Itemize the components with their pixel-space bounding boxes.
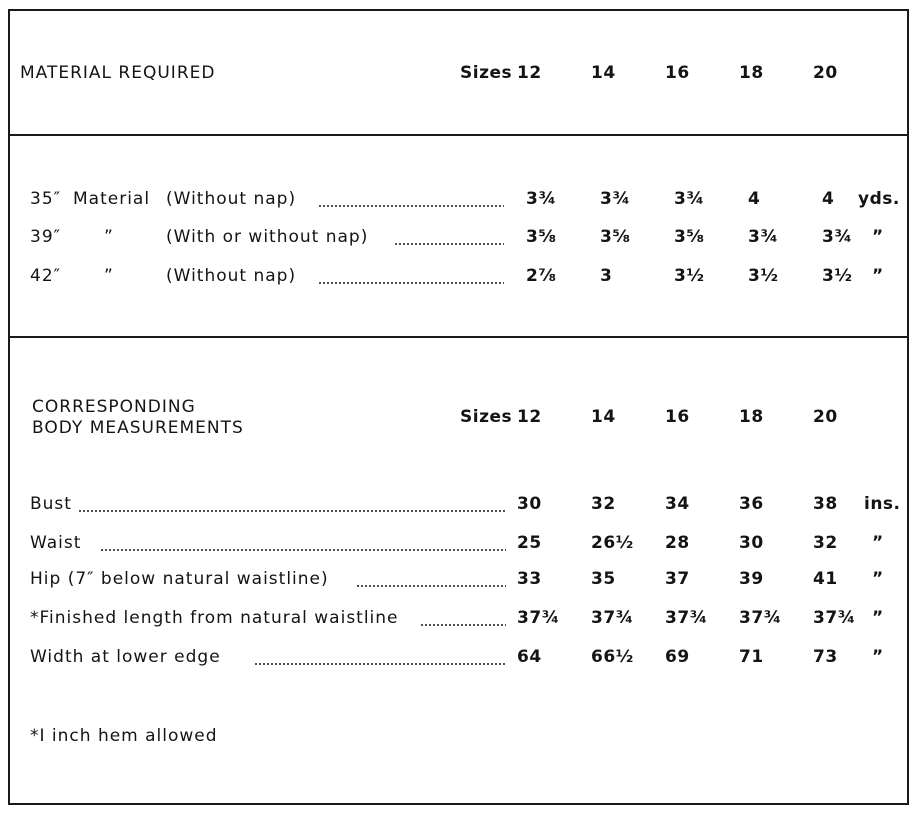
value-cell: 3½ (674, 266, 705, 286)
body-size-header: 16 (665, 407, 690, 427)
value-cell: 4 (748, 189, 761, 209)
leader-dots (420, 624, 506, 626)
value-cell: 32 (591, 494, 616, 514)
unit-cell: ” (872, 608, 884, 628)
material-size-header: 14 (591, 63, 616, 83)
body-size-header: 20 (813, 407, 838, 427)
value-cell: 73 (813, 647, 838, 667)
value-cell: 30 (739, 533, 764, 553)
measurement-label: Width at lower edge (30, 647, 221, 667)
value-cell: 33 (517, 569, 542, 589)
material-description: (Without nap) (166, 266, 297, 286)
value-cell: 3⅝ (526, 227, 557, 247)
value-cell: 4 (822, 189, 835, 209)
material-size-header: 16 (665, 63, 690, 83)
material-width: 35″ (30, 189, 61, 209)
value-cell: 3⅝ (674, 227, 705, 247)
value-cell: 37¾ (739, 608, 782, 628)
value-cell: 37¾ (665, 608, 708, 628)
measurement-label: *Finished length from natural waistline (30, 608, 399, 628)
value-cell: 38 (813, 494, 838, 514)
value-cell: 26½ (591, 533, 634, 553)
value-cell: 30 (517, 494, 542, 514)
unit-cell: ” (872, 266, 884, 286)
value-cell: 69 (665, 647, 690, 667)
leader-dots (78, 510, 506, 512)
body-heading-line1: CORRESPONDING (32, 397, 196, 417)
body-heading-line2: BODY MEASUREMENTS (32, 418, 244, 438)
value-cell: 3¾ (748, 227, 779, 247)
value-cell: 28 (665, 533, 690, 553)
material-size-header: 20 (813, 63, 838, 83)
value-cell: 3½ (822, 266, 853, 286)
value-cell: 3 (600, 266, 613, 286)
value-cell: 36 (739, 494, 764, 514)
footnote: *I inch hem allowed (30, 726, 218, 746)
value-cell: 2⅞ (526, 266, 557, 286)
material-description: (With or without nap) (166, 227, 369, 247)
value-cell: 37¾ (591, 608, 634, 628)
value-cell: 3¾ (526, 189, 557, 209)
leader-dots (254, 663, 506, 665)
measurement-label: Bust (30, 494, 72, 514)
leader-dots (318, 282, 504, 284)
unit-cell: yds. (858, 189, 900, 209)
unit-cell: ins. (864, 494, 901, 514)
value-cell: 37¾ (517, 608, 560, 628)
measurement-label: Waist (30, 533, 82, 553)
unit-cell: ” (872, 227, 884, 247)
value-cell: 71 (739, 647, 764, 667)
material-size-header: 12 (517, 63, 542, 83)
value-cell: 41 (813, 569, 838, 589)
leader-dots (100, 549, 506, 551)
value-cell: 35 (591, 569, 616, 589)
value-cell: 3⅝ (600, 227, 631, 247)
leader-dots (356, 585, 506, 587)
value-cell: 64 (517, 647, 542, 667)
material-label: ” (104, 266, 114, 286)
value-cell: 34 (665, 494, 690, 514)
body-size-header: 18 (739, 407, 764, 427)
body-sizes-label: Sizes (460, 407, 513, 427)
material-sizes-label: Sizes (460, 63, 513, 83)
unit-cell: ” (872, 647, 884, 667)
measurement-label: Hip (7″ below natural waistline) (30, 569, 329, 589)
material-width: 39″ (30, 227, 61, 247)
leader-dots (318, 205, 504, 207)
value-cell: 32 (813, 533, 838, 553)
section-divider (8, 336, 909, 338)
body-size-header: 14 (591, 407, 616, 427)
material-heading: MATERIAL REQUIRED (20, 63, 216, 83)
material-description: (Without nap) (166, 189, 297, 209)
material-label: Material (73, 189, 151, 209)
value-cell: 3¾ (674, 189, 705, 209)
value-cell: 39 (739, 569, 764, 589)
material-size-header: 18 (739, 63, 764, 83)
value-cell: 25 (517, 533, 542, 553)
material-width: 42″ (30, 266, 61, 286)
leader-dots (394, 243, 504, 245)
material-label: ” (104, 227, 114, 247)
value-cell: 37¾ (813, 608, 856, 628)
value-cell: 3¾ (600, 189, 631, 209)
section-divider (8, 134, 909, 136)
value-cell: 37 (665, 569, 690, 589)
body-size-header: 12 (517, 407, 542, 427)
value-cell: 3¾ (822, 227, 853, 247)
unit-cell: ” (872, 533, 884, 553)
unit-cell: ” (872, 569, 884, 589)
value-cell: 66½ (591, 647, 634, 667)
value-cell: 3½ (748, 266, 779, 286)
